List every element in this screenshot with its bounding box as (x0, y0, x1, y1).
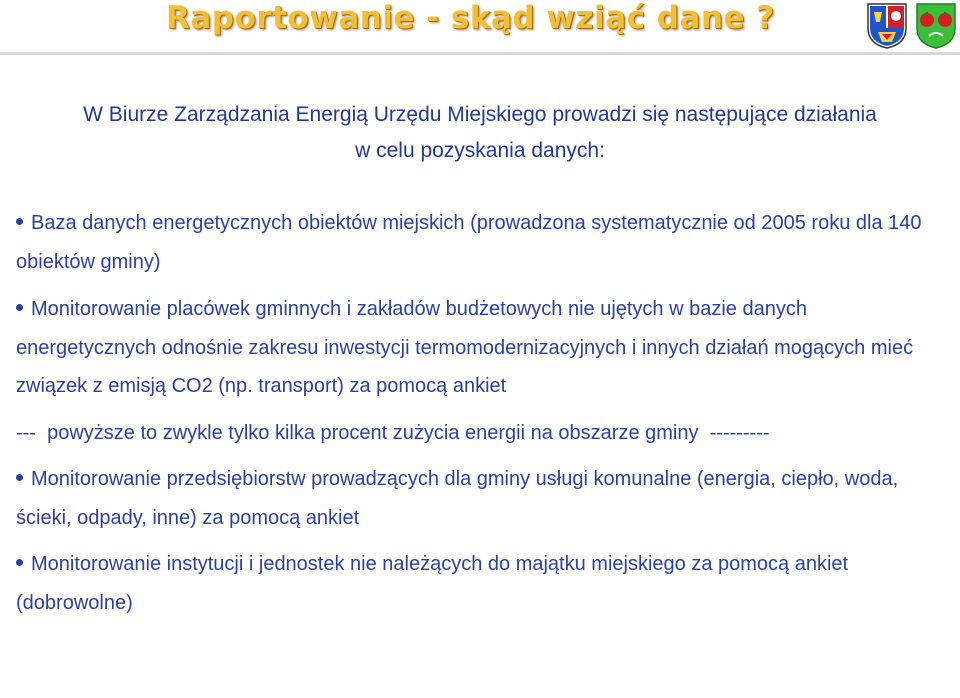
slide-title: Raportowanie - skąd wziąć dane ? (166, 0, 775, 36)
intro-line-1: W Biurze Zarządzania Energią Urzędu Miejskiego prowadzi się następujące działania (83, 103, 877, 126)
bullet-icon (16, 218, 23, 225)
bullet-icon (16, 474, 23, 481)
note-text: --- powyższe to zwykle tylko kilka procent zużycia energii na obszarze gminy --------- (16, 421, 770, 444)
list-item-text: Monitorowanie przedsiębiorstw prowadzących dla gminy usługi komunalne (energia, ciepło, woda, ścieki, odpady, inne) za pomocą ankiet (16, 468, 899, 529)
list-item-text: Monitorowanie placówek gminnych i zakładów budżetowych nie ujętych w bazie danych energetycznych odnośnie zakresu inwestycji termomodernizacyjnych i innych działań mogących mieć związek z emisją CO2 (np. transport) za pomocą ankiet (16, 298, 914, 397)
list-item (16, 545, 946, 622)
bullet-icon (16, 304, 23, 311)
coat-of-arms-municipality-icon (915, 2, 957, 50)
list-item (16, 290, 946, 406)
note-line (16, 414, 946, 453)
list-item (16, 460, 946, 537)
title-divider (0, 52, 960, 55)
intro-line-2: w celu pozyskania danych: (355, 139, 605, 162)
bullet-icon (16, 559, 23, 566)
list-item-text: Baza danych energetycznych obiektów miejskich (prowadzona systematycznie od 2005 roku dla 140 obiektów gminy) (16, 212, 922, 273)
intro-text (0, 97, 960, 169)
list-item (16, 204, 946, 281)
coat-of-arms-region-icon (866, 2, 908, 50)
bullet-list (16, 204, 946, 622)
list-item-text: Monitorowanie instytucji i jednostek nie należących do majątku miejskiego za pomocą ankiet (dobrowolne) (16, 553, 849, 614)
